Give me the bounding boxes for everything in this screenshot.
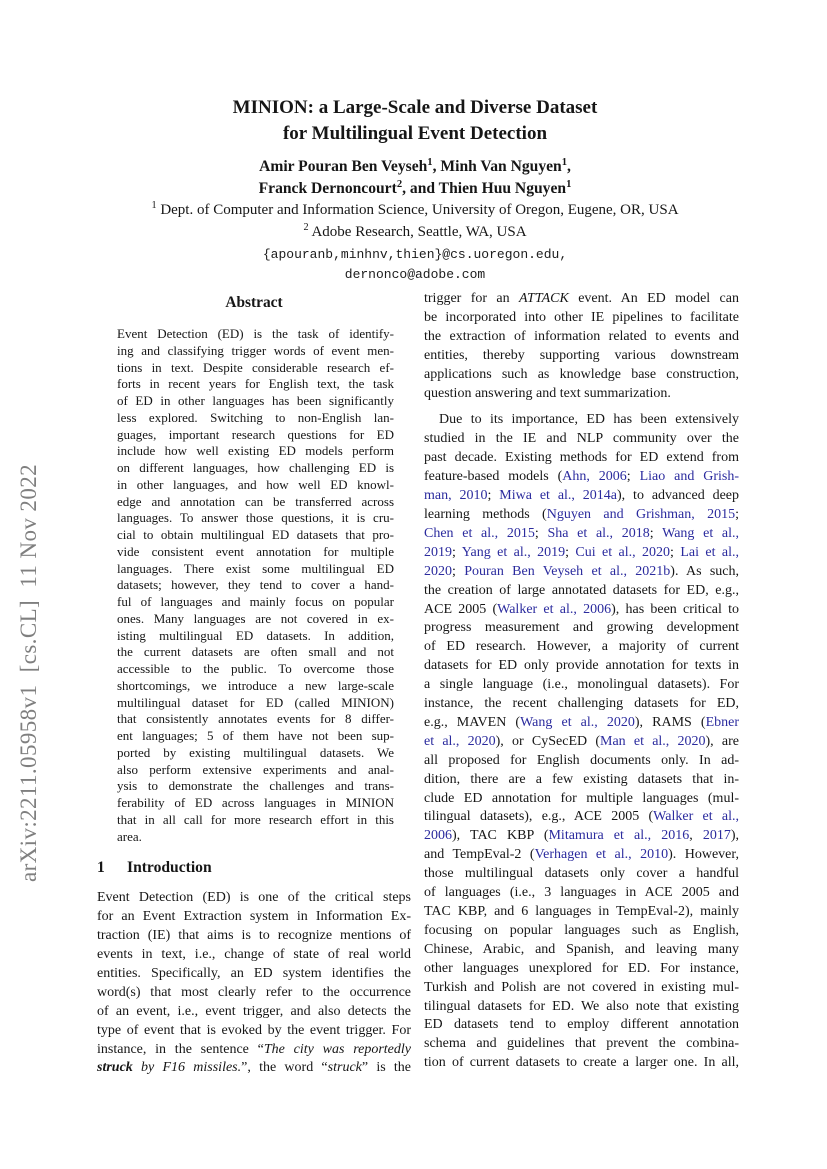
citation-link[interactable]: 2019 (424, 544, 452, 560)
text-line: TAC KBP, and 6 languages in TempEval-2), mainly (424, 904, 739, 919)
italic-text: The city was reportedly (263, 1041, 411, 1057)
text-line (424, 827, 739, 846)
citation-link[interactable]: 2020 (424, 563, 452, 579)
text-span: ), or CySecED ( (495, 733, 600, 749)
text-span: ; (670, 544, 681, 560)
text-line (424, 525, 739, 544)
citation-link[interactable]: Miwa et al., 2014a (499, 488, 618, 504)
text-line (424, 506, 739, 525)
citation-link[interactable]: 2017 (702, 828, 731, 844)
text-line: edge and annotation can be transferred across (117, 493, 394, 509)
text-span: e.g., MAVEN ( (424, 714, 521, 730)
section-number: 1 (97, 859, 105, 877)
text-line: studied in the IE and NLP community over the (424, 431, 739, 447)
text-span: ), to advanced deep (617, 488, 739, 504)
text-span: , (689, 828, 703, 844)
superscript: 1 (561, 156, 568, 168)
text-line (424, 468, 739, 487)
text-span: ). However, (668, 847, 739, 863)
text-span: ; (626, 469, 640, 485)
text-line: ones. Many languages are not covered in ex- (117, 610, 394, 626)
text-span: ; (534, 525, 548, 541)
text-span: ), has been critical to (611, 601, 740, 617)
text-span: , Minh Van Nguyen (432, 158, 562, 175)
text-line (424, 846, 739, 865)
text-line: area. (117, 828, 142, 844)
text-line: of ED research. However, a majority of current (424, 639, 739, 655)
affiliations (85, 200, 745, 243)
text-span: ). As such, (670, 563, 739, 579)
text-span: ; (649, 525, 663, 541)
text-line: ED datasets tend to employ different annotation (424, 1017, 739, 1033)
text-span: ; (735, 506, 739, 522)
text-line: tilingual datasets for ED. We also note that existing (424, 998, 739, 1014)
text-line: ing and classifying trigger words of event men- (117, 342, 394, 358)
text-line (97, 1059, 411, 1078)
introduction-paragraph (97, 889, 411, 1078)
text-line (424, 714, 739, 733)
body-paragraph-1 (424, 290, 739, 403)
text-span: ; (452, 544, 462, 560)
text-span: Amir Pouran Ben Veyseh (259, 158, 428, 175)
text-line: languages. There exist some multilingual ED (117, 560, 394, 576)
superscript: 2 (303, 221, 309, 233)
text-line: ent languages; 5 of them have not been sup- (117, 728, 394, 743)
abstract-text (97, 326, 411, 845)
text-line (424, 563, 739, 582)
citation-link[interactable]: Walker et al., 2006 (497, 601, 612, 617)
citation-link[interactable]: et al., 2020 (424, 733, 496, 749)
text-line: question answering and text summarization. (424, 385, 671, 401)
affiliation-2 (85, 222, 745, 244)
citation-link[interactable]: Cui et al., 2020 (575, 544, 671, 560)
text-span: ; (452, 563, 465, 579)
text-span: ” is the (361, 1060, 412, 1076)
citation-link[interactable]: Walker et al., (653, 809, 739, 825)
citation-link[interactable]: Pouran Ben Veyseh et al., 2021b (464, 563, 671, 579)
citation-link[interactable]: Sha et al., 2018 (547, 525, 650, 541)
text-line: Turkish and Polish are not covered in existing mul- (424, 979, 739, 995)
bold-italic-text: struck (97, 1060, 133, 1076)
text-line: entities. Specifically, an ED system identifies the (97, 965, 411, 981)
author-line2 (85, 178, 745, 200)
citation-link[interactable]: Yang et al., 2019 (461, 544, 566, 560)
text-line (424, 290, 739, 309)
left-column (97, 290, 411, 1078)
text-line: Chinese, Arabic, and Spanish, and leaving many (424, 941, 739, 957)
text-span: learning methods ( (424, 506, 547, 522)
text-line: Event Detection (ED) is the task of identify- (117, 326, 394, 341)
author-line1 (85, 156, 745, 178)
paper-title (85, 95, 745, 147)
text-line: a single language (i.e., monolingual datasets). For (424, 677, 739, 693)
text-span: tilingual datasets), e.g., ACE 2005 ( (424, 809, 654, 825)
text-span: and TempEval-2 ( (424, 847, 535, 863)
text-line: ysis to demonstrate the challenges and trans- (117, 778, 394, 794)
abstract-heading: Abstract (225, 294, 283, 311)
superscript: 1 (427, 156, 433, 168)
text-line: schema and guidelines that prevent the combina- (424, 1036, 739, 1052)
superscript: 1 (566, 178, 572, 190)
text-line: entities, thereby supporting various downstream (424, 347, 739, 363)
text-line: be incorporated into other IE pipelines to facilitate (424, 309, 739, 325)
text-span: feature-based models ( (424, 469, 563, 485)
text-line: past decade. Existing methods for ED extend from (424, 450, 739, 466)
text-line: less explored. Switching to non-English lan- (117, 409, 394, 425)
text-line: those multilingual datasets only cover a handful (424, 866, 739, 882)
text-line: for an Event Extraction system in Information Ex- (97, 909, 411, 925)
text-line: progress measurement and growing development (424, 620, 739, 636)
text-span: , and Thien Huu Nguyen (402, 180, 567, 197)
text-line: accessible to the public. To overcome those (117, 661, 394, 676)
citation-link[interactable]: Chen et al., 2015 (424, 525, 535, 541)
text-line (424, 808, 739, 827)
text-span: , (567, 158, 571, 175)
text-line (97, 1041, 411, 1060)
text-line: type of event that is evoked by the event trigger. For (97, 1022, 411, 1038)
text-line: tions in text. Despite considerable research ef- (117, 359, 394, 375)
text-line: events in text, i.e., change of state of real world (97, 946, 411, 962)
text-line: the current datasets are often small and not (117, 644, 394, 660)
text-line: dition, there are a few existing datasets that in- (424, 771, 739, 787)
text-line: of ED in other languages has been significantly (117, 393, 394, 408)
citation-link[interactable]: Man et al., 2020 (600, 733, 706, 749)
citation-link[interactable]: Wang et al., 2020 (520, 714, 635, 730)
text-line: instance, the recent challenging datasets for ED, (424, 696, 739, 712)
text-line: applications such as knowledge base construction, (424, 366, 739, 382)
text-span: ), (730, 828, 739, 844)
text-line: forts in recent years for English text, the task (117, 376, 394, 392)
text-span: ), are (705, 733, 739, 749)
text-span: Dept. of Computer and Information Science, University of Oregon, Eugene, OR, USA (156, 202, 679, 218)
author-emails (85, 245, 745, 285)
citation-link[interactable]: Nguyen and Grishman, 2015 (546, 506, 736, 522)
citation-link[interactable]: 2006 (424, 828, 452, 844)
italic-text: by F16 missiles. (132, 1060, 242, 1076)
text-line: focusing on popular languages such as English, (424, 922, 739, 938)
text-line: multilingual dataset for ED (called MINION) (117, 694, 394, 710)
text-line: include how well existing ED models perform (117, 443, 394, 459)
text-line: tion of current datasets to create a larger one. In all, (424, 1055, 739, 1071)
text-line: ferability of ED across languages in MINION (117, 795, 394, 810)
citation-link[interactable]: Wang et al., (662, 525, 740, 541)
text-line: guages, important research questions for ED (117, 426, 394, 442)
text-span: Franck Dernoncourt (258, 180, 397, 197)
author-list (85, 156, 745, 200)
text-line: other languages unexplored for ED. For instance, (424, 960, 739, 976)
text-line: the extraction of information related to events and (424, 328, 739, 344)
text-line: all proposed for English documents only. In ad- (424, 752, 739, 768)
paper-header (85, 95, 745, 285)
text-line: cial to obtain multilingual ED datasets that pro- (117, 527, 394, 542)
text-line: datasets; however, they tend to cover a hand- (117, 577, 394, 593)
text-line (424, 487, 739, 506)
citation-link[interactable]: Verhagen et al., 2010 (534, 847, 669, 863)
citation-link[interactable]: man, 2010 (424, 488, 488, 504)
body-paragraph-2 (424, 411, 739, 1073)
italic-text: ATTACK (519, 291, 569, 306)
text-line: that consistently annotates events for 8 differ- (117, 711, 394, 727)
text-line: on different languages, how challenging ED is (117, 460, 394, 475)
text-span: event. An ED model can (568, 291, 739, 306)
text-line: traction (IE) that aims is to recognize mentions of (97, 928, 411, 944)
text-span: trigger for an (424, 291, 520, 306)
text-line: of an event, i.e., event trigger, and also detects the (97, 1003, 411, 1019)
paper-title-line2: for Multilingual Event Detection (282, 123, 548, 144)
citation-link[interactable]: Mitamura et al., 2016 (548, 828, 690, 844)
text-line: the creation of large annotated datasets for ED, e.g., (424, 582, 739, 598)
email-line1: {apouranb,minhnv,thien}@cs.uoregon.edu, (262, 247, 568, 262)
arxiv-watermark: arXiv:2211.05958v1 [cs.CL] 11 Nov 2022 (16, 463, 41, 882)
text-span: instance, in the sentence “ (97, 1041, 264, 1057)
text-line: of languages (i.e., 3 languages in ACE 2005 and (424, 885, 739, 901)
text-line: ful of languages and mainly focus on popular (117, 594, 394, 609)
citation-link[interactable]: Lai et al., (680, 544, 740, 560)
section-1-heading (97, 858, 411, 878)
text-line: languages. To answer those questions, it is cru- (117, 510, 394, 526)
text-span: ; (565, 544, 576, 560)
text-span: Adobe Research, Seattle, WA, USA (308, 223, 527, 240)
italic-text: struck (327, 1060, 362, 1076)
superscript: 2 (396, 178, 403, 190)
section-title: Introduction (127, 859, 212, 877)
text-line: that in all call for more research effort in this (117, 811, 394, 827)
citation-link[interactable]: Ahn, 2006 (562, 469, 627, 485)
text-line: vide consistent event annotation for multiple (117, 543, 394, 559)
affiliation-1 (85, 200, 745, 222)
text-line: isting multilingual ED datasets. In addition, (117, 627, 394, 643)
citation-link[interactable]: Ebner (705, 714, 740, 730)
text-line: in other languages, and how well ED knowl- (117, 476, 394, 492)
email-line2: dernonco@adobe.com (344, 267, 486, 282)
text-line: clude ED annotation for multiple languages (mul- (424, 790, 739, 806)
text-span: ), TAC KBP ( (452, 828, 549, 844)
right-column (424, 290, 739, 1073)
text-span: ACE 2005 ( (424, 601, 498, 617)
text-line (424, 544, 739, 563)
paper-title-line1: MINION: a Large-Scale and Diverse Dataset (232, 97, 598, 118)
text-line (424, 601, 739, 620)
text-line: shortcomings, we introduce a new large-scale (117, 677, 394, 693)
text-span: ), RAMS ( (634, 714, 706, 730)
citation-link[interactable]: Liao and Grish- (639, 469, 739, 485)
text-line: ported by existing multilingual datasets. We (117, 744, 394, 760)
text-line: datasets for ED only provide annotation for texts in (424, 658, 739, 674)
text-line: Event Detection (ED) is one of the critical steps (97, 890, 411, 906)
superscript: 1 (151, 200, 157, 211)
text-line: Due to its importance, ED has been extensively (439, 412, 739, 428)
text-line: also perform extensive experiments and anal- (117, 761, 394, 777)
text-span: ; (487, 488, 500, 504)
text-span: ”, the word “ (241, 1060, 328, 1076)
text-line (424, 733, 739, 752)
text-line: word(s) that most clearly refer to the occurrence (97, 984, 411, 1000)
